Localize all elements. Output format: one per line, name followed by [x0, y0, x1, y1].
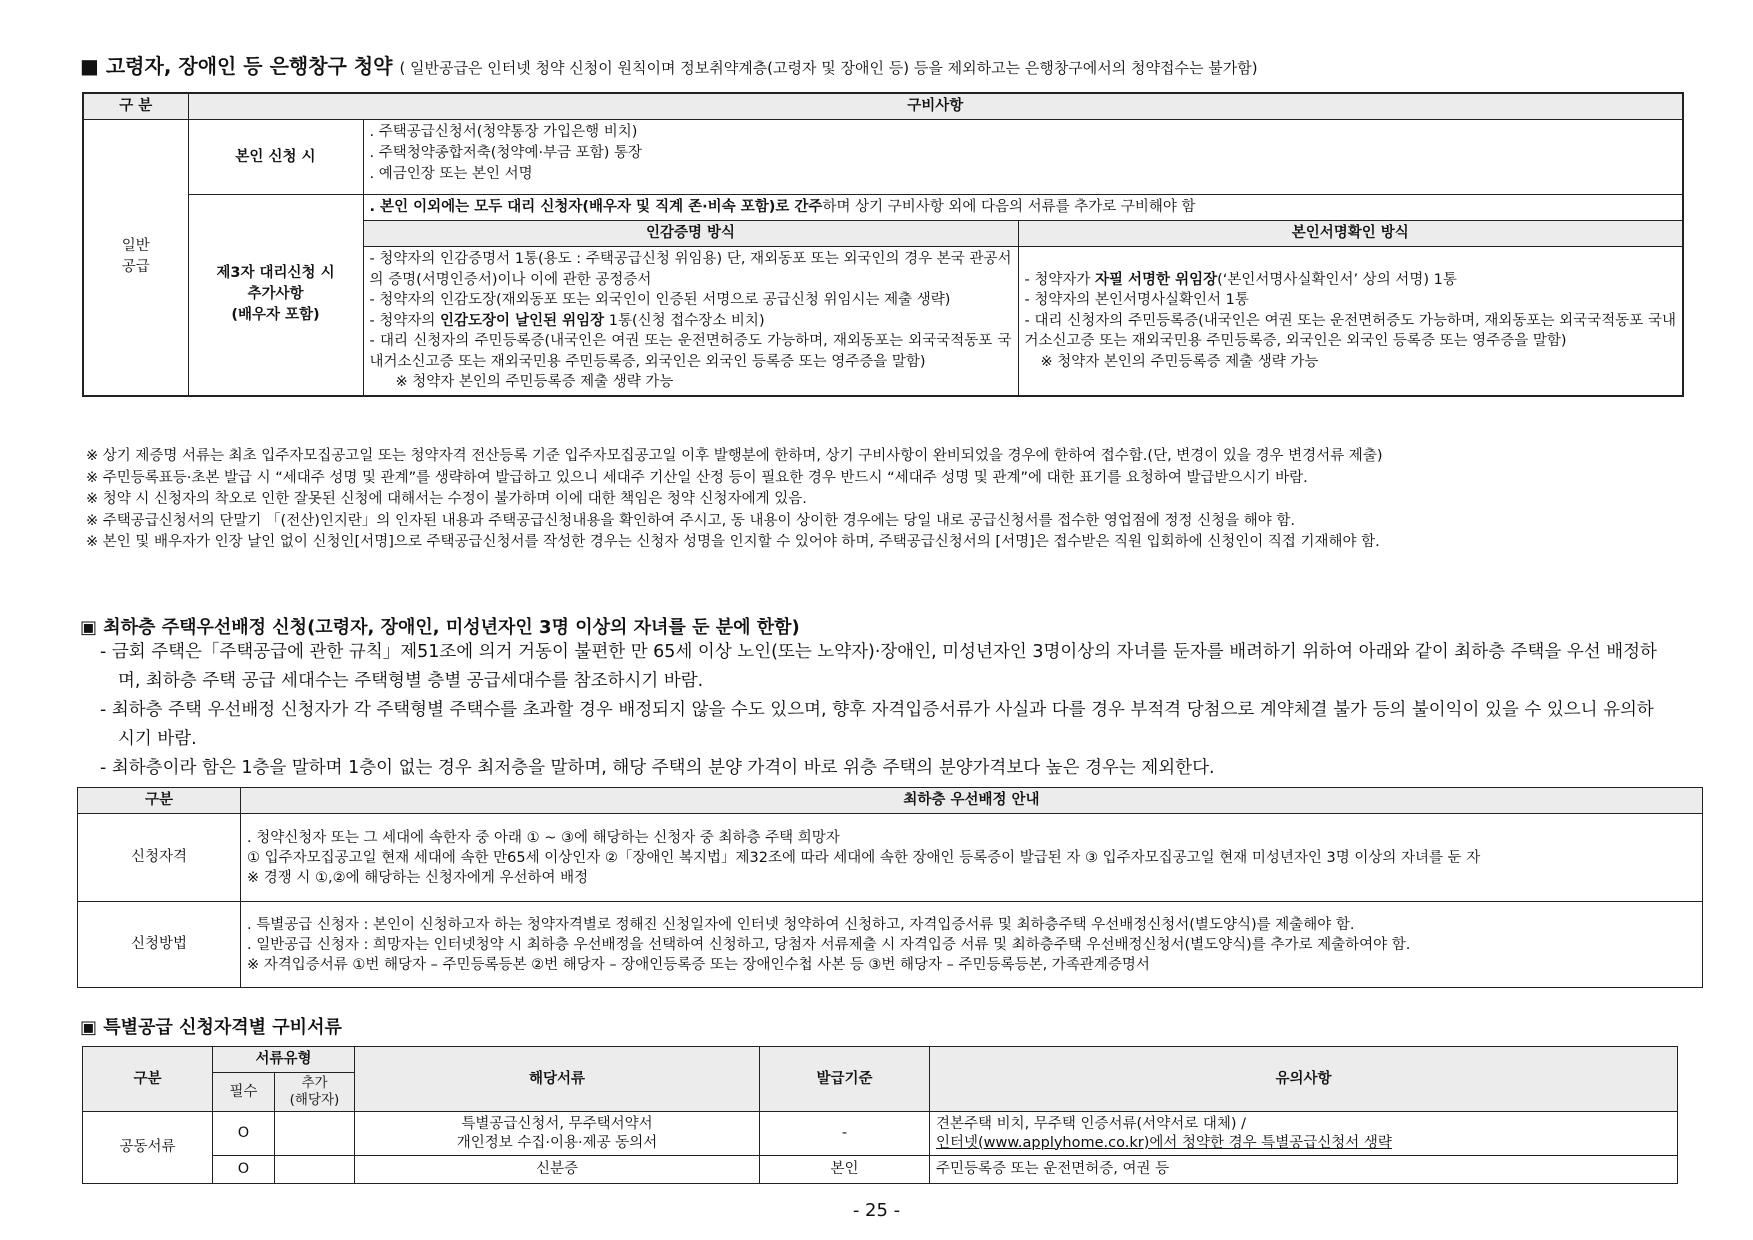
- additional-mark: [275, 1156, 355, 1184]
- additional-mark: [275, 1112, 355, 1156]
- h-notes: 유의사항: [930, 1047, 1678, 1112]
- self-item: . 주택청약종합저축(청약예·부금 포함) 통장: [369, 145, 642, 161]
- section3-title: ▣ 특별공급 신청자격별 구비서류: [80, 1017, 342, 1038]
- note-item: ※ 청약 시 신청자의 착오로 인한 잘못된 신청에 대해서는 수정이 불가하며 이에 대한 책임은 청약 신청자에게 있음.: [86, 491, 807, 507]
- col-header-guide: 최하층 우선배정 안내: [241, 788, 1703, 814]
- self-application-label: 본인 신청 시: [188, 120, 363, 195]
- notes-cell: [930, 1112, 1678, 1156]
- section1-heading: [80, 50, 1258, 79]
- note-line: 견본주택 비치, 무주택 인증서류(서약서로 대체) /: [936, 1115, 1246, 1132]
- seal-certificate-items: [363, 247, 1018, 396]
- seal-item: - 청약자의 인감도장이 날인된 위임장 1통(신청 접수장소 비치): [369, 312, 765, 329]
- h-doc-type: 서류유형: [213, 1047, 355, 1073]
- note-item: ※ 본인 및 배우자가 인장 날인 없이 신청인[서명]으로 주택공급신청서를 작성한 경우는 신청자 성명을 인지할 수 있어야 하며, 주택공급신청서의 [서명]은 접수받은 직원 입회하에 신청인이 직접 기재해야 함.: [86, 534, 1380, 550]
- self-item: . 주택공급신청서(청약통장 가입은행 비치): [369, 124, 638, 140]
- required-mark: O: [213, 1156, 275, 1184]
- col-header-requirements: 구비사항: [188, 93, 1683, 120]
- required-mark: O: [213, 1112, 275, 1156]
- h-additional: 추가 (해당자): [275, 1073, 355, 1112]
- lowest-floor-table: [77, 787, 1703, 988]
- note-item: ※ 주민등록표등·초본 발급 시 “세대주 성명 및 관계”를 생략하여 발급하고 있으니 세대주 기산일 산정 등이 필요한 경우 반드시 “세대주 성명 및 관계”에 대한 표기를 요청하여 발급받으시기 바람.: [86, 469, 1308, 486]
- signature-item: - 청약자가 자필 서명한 위임장(‘본인서명사실확인서’ 상의 서명) 1통: [1024, 271, 1457, 288]
- bullet-item: - 최하층이라 함은 1층을 말하며 1층이 없는 경우 최저층을 말하며, 해당 주택의 분양 가격이 바로 위층 주택의 분양가격보다 높은 경우는 제외한다.: [100, 758, 1215, 778]
- documents-cell: 특별공급신청서, 무주택서약서 개인정보 수집·이용·제공 동의서: [355, 1112, 760, 1156]
- method-line: . 일반공급 신청자 : 희망자는 인터넷청약 시 최하층 우선배정을 선택하여 신청하고, 당첨자 서류제출 시 자격입증 서류 및 최하층주택 우선배정신청서(별도양식)를 추가로 제출하여야 함.: [247, 936, 1411, 953]
- seal-item-note: ※ 청약자 본인의 주민등록증 제출 생략 가능: [395, 374, 674, 390]
- eligibility-line: . 청약신청자 또는 그 세대에 속한자 중 아래 ① ~ ③에 해당하는 신청자 중 최하층 주택 희망자: [247, 829, 840, 846]
- proxy-intro: [363, 195, 1683, 221]
- issuer-cell: -: [760, 1112, 930, 1156]
- method-seal-certificate-header: 인감증명 방식: [363, 221, 1018, 247]
- signature-item: - 대리 신청자의 주민등록증(내국인은 여권 또는 운전면허증도 가능하며, 재외동포는 외국국적동포 국내거소신고증 또는 재외국민용 주민등록증, 외국인은 외국인 등록증 또는 영주증을 말함): [1024, 312, 1677, 349]
- eligibility-content: [241, 814, 1703, 902]
- col-header-category: 구분: [78, 788, 241, 814]
- signature-item: - 청약자의 본인서명사실확인서 1통: [1024, 292, 1249, 308]
- bullet-item: - 최하층 주택 우선배정 신청자가 각 주택형별 주택수를 초과할 경우 배정되지 않을 수도 있으며, 향후 자격입증서류가 사실과 다를 경우 부적격 당첨으로 계약체결 불가 등의 불이익이 있을 수 있으니 유의하시기 바람.: [100, 700, 1654, 749]
- documents-cell: 신분증: [355, 1156, 760, 1184]
- category-general-supply: 일반 공급: [83, 120, 188, 396]
- h-documents: 해당서류: [355, 1047, 760, 1112]
- bank-counter-table: [82, 92, 1684, 397]
- seal-item: - 대리 신청자의 주민등록증(내국인은 여권 또는 운전면허증도 가능하며, 재외동포는 외국국적동포 국내거소신고증 또는 재외국민용 주민등록증, 외국인은 외국인 등록증 또는 영주증을 말함): [369, 333, 1012, 370]
- h-category: 구분: [83, 1047, 213, 1112]
- method-line: ※ 자격입증서류 ①번 해당자 – 주민등록등본 ②번 해당자 – 장애인등록증 또는 장애인수첩 사본 등 ③번 해당자 – 주민등록등본, 가족관계증명서: [247, 956, 1150, 973]
- method-signature-confirm-header: 본인서명확인 방식: [1018, 221, 1683, 247]
- eligibility-line: ① 입주자모집공고일 현재 세대에 속한 만65세 이상인자 ②「장애인 복지법」제32조에 따라 세대에 속한 장애인 등록증이 발급된 자 ③ 입주자모집공고일 현재 미성년자인 3명 이상의 자녀를 둔 자: [247, 849, 1481, 866]
- bullet-item: - 금회 주택은「주택공급에 관한 규칙」제51조에 의거 거동이 불편한 만 65세 이상 노인(또는 노약자)·장애인, 미성년자인 3명이상의 자녀를 둔자를 배려하기 위하여 아래와 같이 최하층 주택을 우선 배정하며, 최하층 주택 공급 세대수는 주택형별 층별 공급세대수를 참조하시기 바람.: [100, 642, 1657, 691]
- seal-item: - 청약자의 인감도장(재외동포 또는 외국인이 인증된 서명으로 공급신청 위임시는 제출 생략): [369, 292, 951, 308]
- method-label: 신청방법: [78, 902, 241, 988]
- proxy-intro-bold: . 본인 이외에는 모두 대리 신청자(배우자 및 직계 존·비속 포함)로 간주: [369, 199, 823, 215]
- notes-cell: 주민등록증 또는 운전면허증, 여권 등: [930, 1156, 1678, 1184]
- special-supply-documents-table: [82, 1046, 1678, 1184]
- signature-confirm-items: [1018, 247, 1683, 396]
- self-item: . 예금인장 또는 본인 서명: [369, 166, 533, 182]
- proxy-application-label: 제3자 대리신청 시 추가사항 (배우자 포함): [188, 195, 363, 396]
- method-content: [241, 902, 1703, 988]
- issuer-cell: 본인: [760, 1156, 930, 1184]
- section1-notes: [86, 446, 1686, 554]
- h-required: 필수: [213, 1073, 275, 1112]
- eligibility-label: 신청자격: [78, 814, 241, 902]
- self-application-items: [363, 120, 1683, 195]
- note-line-underlined: 인터넷(www.applyhome.co.kr)에서 청약한 경우 특별공급신청서 생략: [936, 1134, 1392, 1151]
- method-line: . 특별공급 신청자 : 본인이 신청하고자 하는 청약자격별로 정해진 신청일자에 인터넷 청약하여 신청하고, 자격입증서류 및 최하층주택 우선배정신청서(별도양식)를 제출해야 함.: [247, 916, 1355, 933]
- seal-item: - 청약자의 인감증명서 1통(용도 : 주택공급신청 위임용) 단, 재외동포 또는 외국인의 경우 본국 관공서의 증명(서명인증서)이나 이에 관한 공정증서: [369, 251, 1012, 288]
- note-item: ※ 상기 제증명 서류는 최초 입주자모집공고일 또는 청약자격 전산등록 기준 입주자모집공고일 이후 발행분에 한하며, 상기 구비사항이 완비되었을 경우에 한하여 접수함.(단, 변경이 있을 경우 변경서류 제출): [86, 448, 1383, 464]
- note-item: ※ 주택공급신청서의 단말기 「(전산)인지란」의 인자된 내용과 주택공급신청내용을 확인하여 주시고, 동 내용이 상이한 경우에는 당일 내로 공급신청서를 접수한 영업점에 정정 신청을 해야 함.: [86, 512, 1295, 529]
- h-issuer: 발급기준: [760, 1047, 930, 1112]
- section2-bullets: [100, 638, 1660, 783]
- signature-item-note: ※ 청약자 본인의 주민등록증 제출 생략 가능: [1040, 353, 1319, 370]
- page-number: - 25 -: [852, 1200, 901, 1221]
- eligibility-line: ※ 경쟁 시 ①,②에 해당하는 신청자에게 우선하여 배정: [247, 869, 589, 886]
- section1-title: ■ 고령자, 장애인 등 은행창구 청약: [80, 54, 393, 78]
- section1-note: ( 일반공급은 인터넷 청약 신청이 원칙이며 정보취약계층(고령자 및 장애인 등) 등을 제외하고는 은행창구에서의 청약접수는 불가함): [399, 59, 1258, 77]
- proxy-intro-rest: 하며 상기 구비사항 외에 다음의 서류를 추가로 구비해야 함: [822, 199, 1196, 215]
- col-header-category: 구 분: [83, 93, 188, 120]
- section2-title: ▣ 최하층 주택우선배정 신청(고령자, 장애인, 미성년자인 3명 이상의 자녀를 둔 분에 한함): [80, 617, 800, 638]
- common-documents-label: 공동서류: [83, 1112, 213, 1184]
